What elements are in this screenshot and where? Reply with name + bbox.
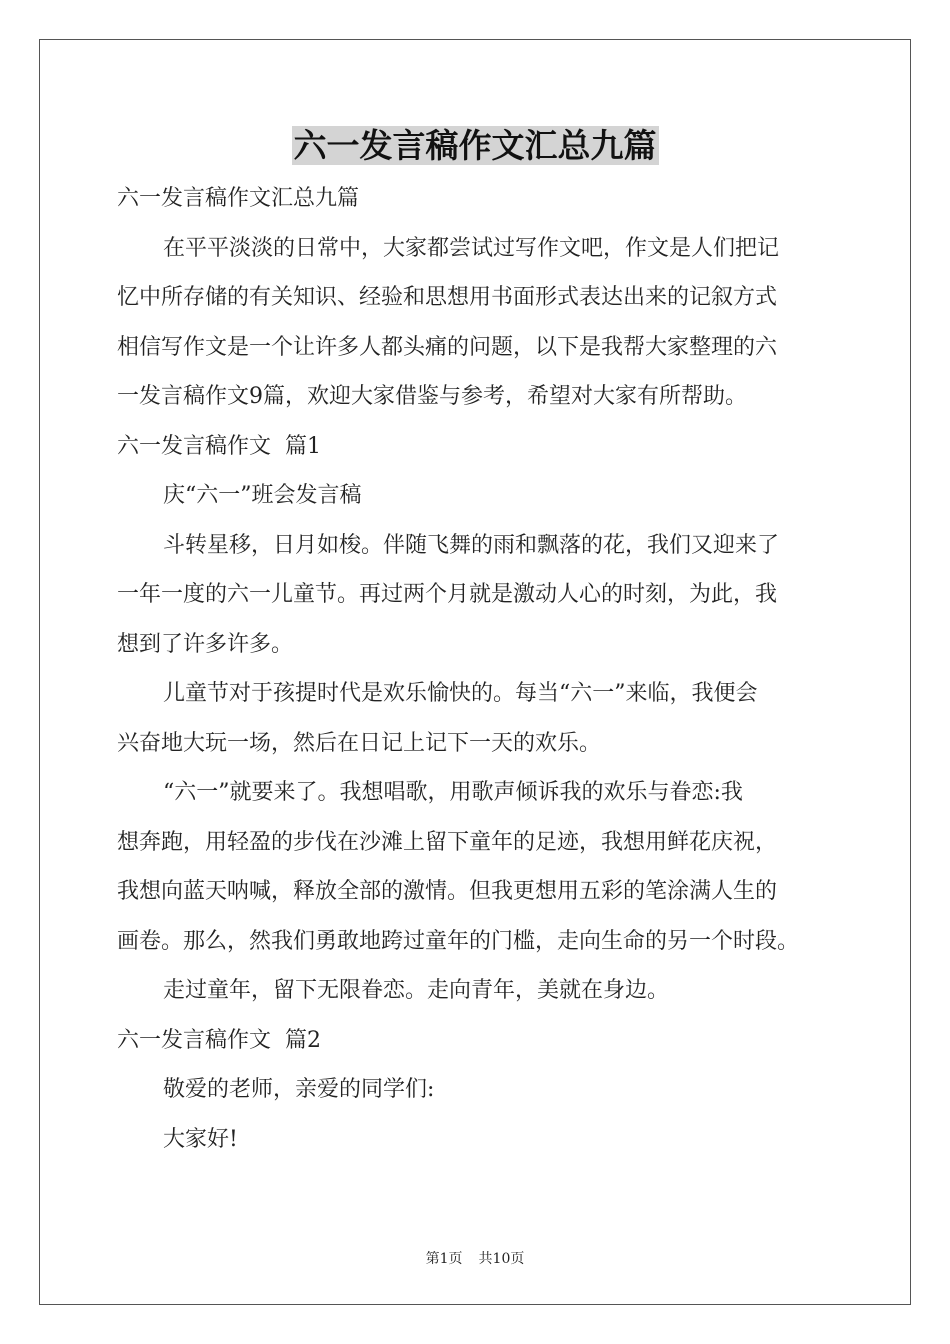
paragraph-line: 斗转星移，日月如梭。伴随飞舞的雨和飘落的花，我们又迎来了 bbox=[163, 532, 780, 558]
paragraph-line: 画卷。那么，然我们勇敢地跨过童年的门槛，走向生命的另一个时段。 bbox=[117, 928, 800, 954]
page-total: 共10页 bbox=[478, 1251, 525, 1267]
section-heading-1: 六一发言稿作文 篇1 bbox=[117, 433, 321, 459]
page-number: 第1页 bbox=[425, 1251, 463, 1267]
paragraph-line: 一年一度的六一儿童节。再过两个月就是激动人心的时刻，为此，我 bbox=[117, 582, 778, 607]
speech-title: 庆“六一”班会发言稿 bbox=[163, 483, 362, 508]
intro-line: 相信写作文是一个让许多人都头痛的问题，以下是我帮大家整理的六 bbox=[117, 334, 778, 360]
document-title bbox=[0, 124, 950, 168]
speech-greeting: 敬爱的老师，亲爱的同学们: bbox=[163, 1077, 435, 1102]
paragraph-line: 我想向蓝天呐喊，释放全部的激情。但我更想用五彩的笔涂满人生的 bbox=[117, 879, 778, 904]
paragraph-line: “六一”就要来了。我想唱歌，用歌声倾诉我的欢乐与眷恋:我 bbox=[163, 780, 743, 805]
intro-line: 一发言稿作文9篇，欢迎大家借鉴与参考，希望对大家有所帮助。 bbox=[117, 384, 747, 409]
document-body bbox=[117, 174, 837, 1164]
paragraph-line: 走过童年，留下无限眷恋。走向青年，美就在身边。 bbox=[163, 978, 670, 1003]
intro-line: 忆中所存储的有关知识、经验和思想用书面形式表达出来的记叙方式 bbox=[117, 285, 778, 310]
section-heading-2: 六一发言稿作文 篇2 bbox=[117, 1027, 321, 1053]
page-footer bbox=[0, 1248, 950, 1268]
paragraph-line: 想到了许多许多。 bbox=[117, 631, 294, 657]
document-title-text: 六一发言稿作文汇总九篇 bbox=[293, 126, 657, 165]
paragraph-line: 儿童节对于孩提时代是欢乐愉快的。每当“六一”来临，我便会 bbox=[163, 681, 758, 706]
speech-hello: 大家好! bbox=[163, 1126, 238, 1152]
document-subtitle: 六一发言稿作文汇总九篇 bbox=[117, 186, 360, 211]
paragraph-line: 兴奋地大玩一场，然后在日记上记下一天的欢乐。 bbox=[117, 730, 602, 756]
paragraph-line: 想奔跑，用轻盈的步伐在沙滩上留下童年的足迹，我想用鲜花庆祝， bbox=[117, 829, 778, 855]
intro-line: 在平平淡淡的日常中，大家都尝试过写作文吧，作文是人们把记 bbox=[163, 235, 780, 261]
